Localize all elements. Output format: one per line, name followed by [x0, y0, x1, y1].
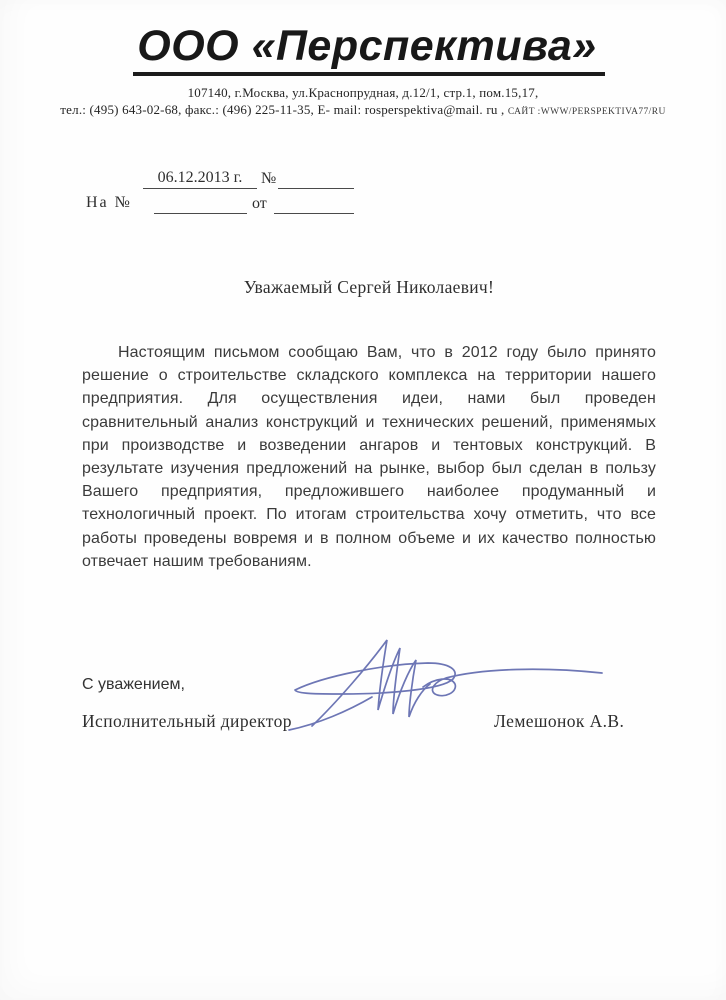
incoming-number-blank — [154, 192, 247, 214]
contact-phones-email: тел.: (495) 643-02-68, факс.: (496) 225-11-35, E- mail: rosperspektiva@mail. ru , — [60, 102, 505, 118]
org-contacts — [0, 102, 726, 118]
letterhead — [0, 24, 726, 118]
incoming-date-label: от — [252, 195, 267, 212]
signer-name: Лемешонок А.В. — [494, 711, 625, 731]
incoming-date-blank — [274, 192, 354, 214]
incoming-number-label: На № — [86, 194, 132, 211]
salutation: Уважаемый Сергей Николаевич! — [243, 277, 495, 297]
outgoing-number-blank — [278, 167, 354, 189]
org-address: 107140, г.Москва, ул.Краснопрудная, д.12/1, стр.1, пом.15,17, — [187, 85, 539, 101]
letter-date-field: 06.12.2013 г. — [143, 167, 257, 189]
closing-regards: С уважением, — [82, 676, 185, 693]
org-website: САЙТ :WWW/PERSPEKTIVA77/RU — [507, 107, 666, 118]
letter-body: Настоящим письмом сообщаю Вам, что в 2012 году было принято решение о строительстве складского комплекса на территории нашего предприятия. Для осуществления идеи, нами был проведен сравнительный анализ конструкций и технических решений, применямых при производстве и возведении ангаров и тентовых конструкций. В результате изучения предложений на рынке, выбор был сделан в пользу Вашего предприятия, предложившего наиболее продуманный и технологичный проект. По итогам строительства хочу отметить, что все работы проведены вовремя и в полном объеме и их качество полностью отвечает нашим требованиям. — [82, 344, 656, 570]
org-name: ООО «Перспектива» — [133, 24, 604, 76]
outgoing-number-sign: № — [261, 170, 277, 187]
handwritten-signature — [282, 624, 614, 744]
signer-position: Исполнительный директор — [82, 711, 292, 731]
